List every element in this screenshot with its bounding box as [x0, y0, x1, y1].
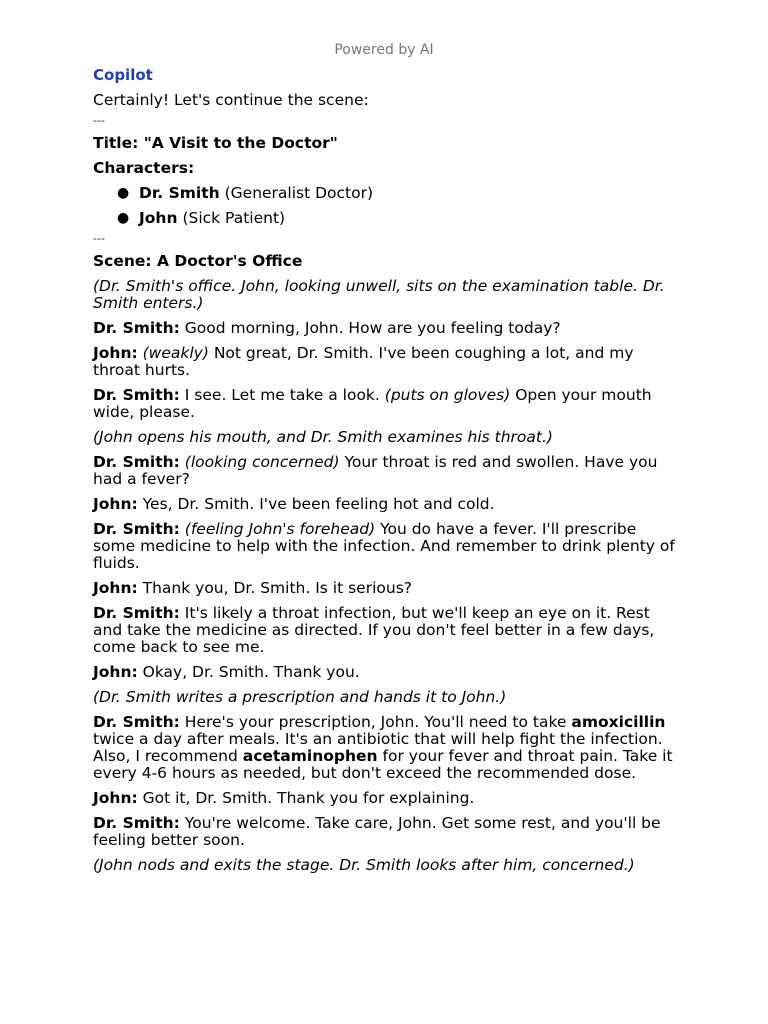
stage-direction: (John opens his mouth, and Dr. Smith examines his throat.)	[93, 428, 553, 446]
separator: ---	[93, 232, 105, 245]
direction: (looking concerned)	[184, 453, 340, 471]
dialogue-line: John: Thank you, Dr. Smith. Is it serious?	[93, 579, 412, 597]
dialogue-line: Dr. Smith: (feeling John's forehead) You do have a fever. I'll prescribe some medicine to help with the infection. And remember to drink plenty of fluids.	[93, 520, 675, 572]
speaker: John:	[93, 663, 138, 681]
character-list	[93, 185, 683, 227]
characters-heading: Characters:	[93, 159, 195, 177]
speaker: Dr. Smith:	[93, 386, 180, 404]
dialogue-line: John: Got it, Dr. Smith. Thank you for explaining.	[93, 789, 475, 807]
powered-by-label: Powered by AI	[334, 42, 434, 58]
list-item	[117, 185, 683, 202]
separator: ---	[93, 114, 105, 127]
dialogue-line: Dr. Smith: (looking concerned) Your throat is red and swollen. Have you had a fever?	[93, 453, 658, 488]
speaker: John:	[93, 789, 138, 807]
script-title: Title: "A Visit to the Doctor"	[93, 134, 338, 152]
bullet-icon: ●	[117, 210, 130, 226]
character-name: John	[139, 209, 178, 227]
list-item	[117, 210, 683, 227]
stage-direction: (Dr. Smith's office. John, looking unwell, sits on the examination table. Dr. Smith enters.)	[93, 277, 665, 312]
dialogue-line: Dr. Smith: You're welcome. Take care, John. Get some rest, and you'll be feeling better soon.	[93, 814, 661, 849]
stage-direction: (John nods and exits the stage. Dr. Smith looks after him, concerned.)	[93, 856, 635, 874]
character-role: (Generalist Doctor)	[224, 184, 374, 202]
character-role: (Sick Patient)	[182, 209, 286, 227]
dialogue-line: Dr. Smith: Here's your prescription, John. You'll need to take amoxicillin twice a day after meals. It's an antibiotic that will help fight the infection. Also, I recommend acetaminophen for your fever and throat pain. Take it every 4-6 hours as needed, but don't exceed the recommended dose.	[93, 713, 673, 782]
dialogue-line: John: (weakly) Not great, Dr. Smith. I've been coughing a lot, and my throat hurts.	[93, 344, 634, 379]
dialogue-line: Dr. Smith: Good morning, John. How are you feeling today?	[93, 319, 561, 337]
speaker: Dr. Smith:	[93, 453, 180, 471]
speaker: Dr. Smith:	[93, 319, 180, 337]
dialogue-line: Dr. Smith: I see. Let me take a look. (puts on gloves) Open your mouth wide, please.	[93, 386, 652, 421]
drug-name: acetaminophen	[242, 747, 378, 765]
character-name: Dr. Smith	[139, 184, 220, 202]
direction: (weakly)	[142, 344, 209, 362]
dialogue-line: John: Yes, Dr. Smith. I've been feeling hot and cold.	[93, 495, 495, 513]
copilot-label: Copilot	[93, 66, 153, 84]
direction: (puts on gloves)	[384, 386, 511, 404]
direction: (feeling John's forehead)	[184, 520, 376, 538]
speaker: John:	[93, 579, 138, 597]
intro-text: Certainly! Let's continue the scene:	[93, 91, 369, 109]
speaker: Dr. Smith:	[93, 604, 180, 622]
speaker: Dr. Smith:	[93, 713, 180, 731]
bullet-icon: ●	[117, 185, 130, 201]
stage-direction: (Dr. Smith writes a prescription and hands it to John.)	[93, 688, 507, 706]
speaker: Dr. Smith:	[93, 520, 180, 538]
dialogue-line: Dr. Smith: It's likely a throat infection, but we'll keep an eye on it. Rest and take the medicine as directed. If you don't feel better in a few days, come back to see me.	[93, 604, 655, 656]
dialogue-line: John: Okay, Dr. Smith. Thank you.	[93, 663, 360, 681]
speaker: Dr. Smith:	[93, 814, 180, 832]
speaker: John:	[93, 495, 138, 513]
scene-heading: Scene: A Doctor's Office	[93, 252, 303, 270]
speaker: John:	[93, 344, 138, 362]
chat-response	[93, 67, 683, 882]
drug-name: amoxicillin	[571, 713, 666, 731]
